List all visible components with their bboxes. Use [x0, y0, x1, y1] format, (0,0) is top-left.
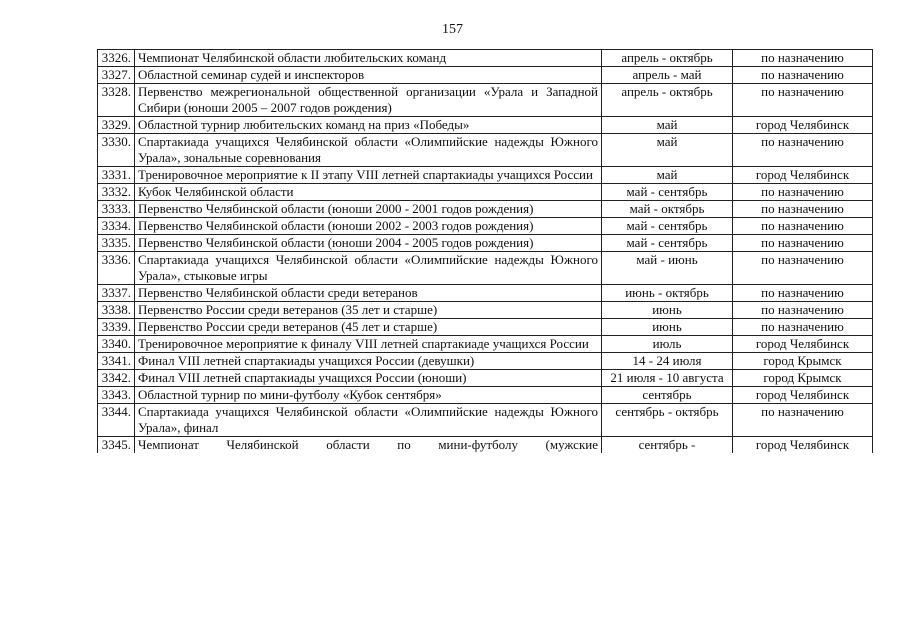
event-name: Чемпионат Челябинской области по мини-футболу (мужские — [135, 437, 602, 454]
event-period: июнь — [602, 302, 733, 319]
table-row — [98, 336, 873, 353]
event-place: по назначению — [733, 252, 873, 285]
event-number: 3331. — [98, 167, 135, 184]
table-row — [98, 134, 873, 167]
table-row — [98, 387, 873, 404]
event-period: май - сентябрь — [602, 184, 733, 201]
event-number: 3329. — [98, 117, 135, 134]
event-place: по назначению — [733, 218, 873, 235]
event-period: июнь - октябрь — [602, 285, 733, 302]
event-place: город Крымск — [733, 370, 873, 387]
event-period: 14 - 24 июля — [602, 353, 733, 370]
event-place: по назначению — [733, 201, 873, 218]
event-name: Спартакиада учащихся Челябинской области «Олимпийские надежды Южного Урала», финал — [135, 404, 602, 437]
table-row — [98, 319, 873, 336]
schedule-body — [98, 50, 873, 454]
event-period: 21 июля - 10 августа — [602, 370, 733, 387]
table-row — [98, 50, 873, 67]
table-row — [98, 167, 873, 184]
event-number: 3326. — [98, 50, 135, 67]
event-place: по назначению — [733, 285, 873, 302]
table-row — [98, 84, 873, 117]
event-name: Первенство Челябинской области (юноши 2002 - 2003 годов рождения) — [135, 218, 602, 235]
event-period: сентябрь — [602, 387, 733, 404]
event-number: 3341. — [98, 353, 135, 370]
event-number: 3332. — [98, 184, 135, 201]
event-name: Областной семинар судей и инспекторов — [135, 67, 602, 84]
event-place: по назначению — [733, 319, 873, 336]
event-name: Чемпионат Челябинской области любительских команд — [135, 50, 602, 67]
event-number: 3336. — [98, 252, 135, 285]
event-period: июнь — [602, 319, 733, 336]
event-place: город Челябинск — [733, 437, 873, 454]
event-number: 3334. — [98, 218, 135, 235]
table-row — [98, 218, 873, 235]
event-name: Тренировочное мероприятие к II этапу VIII летней спартакиады учащихся России — [135, 167, 602, 184]
event-number: 3344. — [98, 404, 135, 437]
event-place: по назначению — [733, 50, 873, 67]
event-number: 3340. — [98, 336, 135, 353]
event-number: 3335. — [98, 235, 135, 252]
event-period: май - октябрь — [602, 201, 733, 218]
table-row — [98, 370, 873, 387]
event-period: сентябрь - — [602, 437, 733, 454]
event-number: 3338. — [98, 302, 135, 319]
event-number: 3342. — [98, 370, 135, 387]
event-name: Тренировочное мероприятие к финалу VIII летней спартакиаде учащихся России — [135, 336, 602, 353]
event-name: Спартакиада учащихся Челябинской области «Олимпийские надежды Южного Урала», стыковые игры — [135, 252, 602, 285]
event-name: Первенство России среди ветеранов (45 лет и старше) — [135, 319, 602, 336]
table-row — [98, 67, 873, 84]
table-row — [98, 404, 873, 437]
table-row — [98, 437, 873, 454]
event-name: Финал VIII летней спартакиады учащихся России (юноши) — [135, 370, 602, 387]
event-number: 3328. — [98, 84, 135, 117]
event-name: Первенство России среди ветеранов (35 лет и старше) — [135, 302, 602, 319]
event-name: Областной турнир любительских команд на приз «Победы» — [135, 117, 602, 134]
page-number: 157 — [442, 22, 463, 37]
event-period: май - сентябрь — [602, 218, 733, 235]
event-place: город Челябинск — [733, 387, 873, 404]
table-row — [98, 184, 873, 201]
event-place: по назначению — [733, 235, 873, 252]
event-period: апрель - октябрь — [602, 50, 733, 67]
event-name: Первенство Челябинской области (юноши 2000 - 2001 годов рождения) — [135, 201, 602, 218]
event-period: май - сентябрь — [602, 235, 733, 252]
table-row — [98, 252, 873, 285]
event-name: Первенство Челябинской области (юноши 2004 - 2005 годов рождения) — [135, 235, 602, 252]
event-period: май — [602, 117, 733, 134]
event-number: 3337. — [98, 285, 135, 302]
event-place: город Челябинск — [733, 336, 873, 353]
event-place: по назначению — [733, 302, 873, 319]
event-number: 3330. — [98, 134, 135, 167]
event-number: 3343. — [98, 387, 135, 404]
event-number: 3327. — [98, 67, 135, 84]
event-place: по назначению — [733, 84, 873, 117]
event-place: по назначению — [733, 404, 873, 437]
table-row — [98, 353, 873, 370]
event-place: по назначению — [733, 67, 873, 84]
event-period: май - июнь — [602, 252, 733, 285]
event-number: 3345. — [98, 437, 135, 454]
event-period: сентябрь - октябрь — [602, 404, 733, 437]
schedule-table — [97, 49, 873, 453]
event-name: Первенство Челябинской области среди ветеранов — [135, 285, 602, 302]
event-name: Кубок Челябинской области — [135, 184, 602, 201]
event-number: 3333. — [98, 201, 135, 218]
table-row — [98, 117, 873, 134]
event-name: Первенство межрегиональной общественной организации «Урала и Западной Сибири (юноши 2005 – 2007 годов рождения) — [135, 84, 602, 117]
event-place: по назначению — [733, 134, 873, 167]
event-name: Областной турнир по мини-футболу «Кубок сентября» — [135, 387, 602, 404]
event-period: май — [602, 167, 733, 184]
event-place: город Крымск — [733, 353, 873, 370]
event-number: 3339. — [98, 319, 135, 336]
event-period: апрель - май — [602, 67, 733, 84]
table-row — [98, 201, 873, 218]
table-row — [98, 235, 873, 252]
event-period: апрель - октябрь — [602, 84, 733, 117]
event-place: по назначению — [733, 184, 873, 201]
event-place: город Челябинск — [733, 117, 873, 134]
event-period: май — [602, 134, 733, 167]
event-name: Финал VIII летней спартакиады учащихся России (девушки) — [135, 353, 602, 370]
event-place: город Челябинск — [733, 167, 873, 184]
table-row — [98, 285, 873, 302]
event-period: июль — [602, 336, 733, 353]
table-row — [98, 302, 873, 319]
event-name: Спартакиада учащихся Челябинской области «Олимпийские надежды Южного Урала», зональные соревнования — [135, 134, 602, 167]
